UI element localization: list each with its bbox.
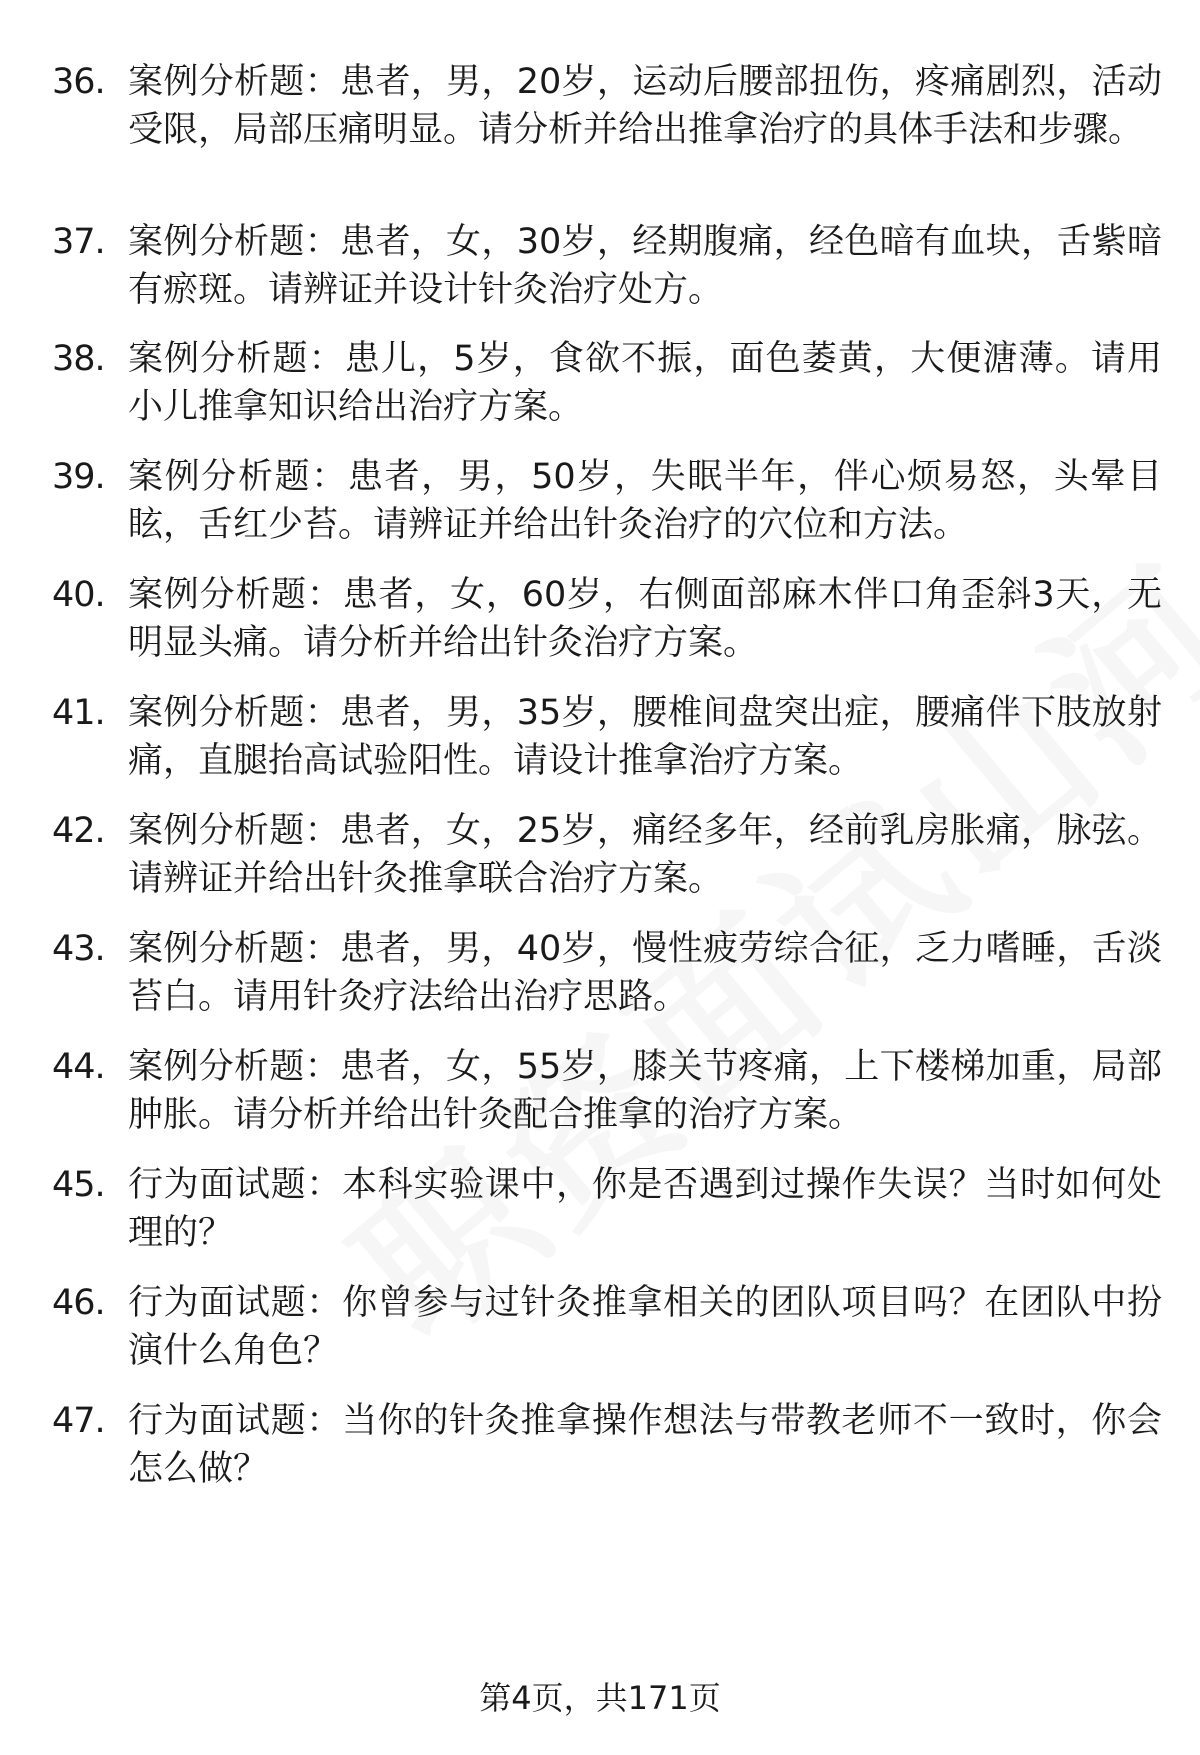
question-number: 37.	[52, 222, 105, 262]
question-number: 41.	[52, 693, 105, 733]
question-item	[52, 1161, 1162, 1257]
question-number: 39.	[52, 457, 105, 497]
question-text: 行为面试题：本科实验课中，你是否遇到过操作失误？当时如何处理的？	[128, 1165, 1162, 1253]
question-number: 38.	[52, 339, 105, 379]
question-text: 案例分析题：患者，男，50岁，失眠半年，伴心烦易怒，头晕目眩，舌红少苔。请辨证并给出针灸治疗的穴位和方法。	[128, 457, 1162, 545]
question-text: 案例分析题：患者，男，20岁，运动后腰部扭伤，疼痛剧烈，活动受限，局部压痛明显。请分析并给出推拿治疗的具体手法和步骤。	[128, 62, 1162, 150]
question-text: 案例分析题：患者，男，35岁，腰椎间盘突出症，腰痛伴下肢放射痛，直腿抬高试验阳性。请设计推拿治疗方案。	[128, 693, 1162, 781]
question-item	[52, 689, 1162, 785]
question-text: 行为面试题：你曾参与过针灸推拿相关的团队项目吗？在团队中扮演什么角色？	[128, 1283, 1162, 1371]
question-item	[52, 453, 1162, 549]
question-item	[52, 58, 1162, 154]
page-number-footer: 第4页，共171页	[479, 1679, 721, 1717]
question-number: 46.	[52, 1283, 105, 1323]
question-text: 案例分析题：患者，女，30岁，经期腹痛，经色暗有血块，舌紫暗有瘀斑。请辨证并设计针灸治疗处方。	[128, 222, 1162, 310]
question-item	[52, 807, 1162, 903]
question-number: 40.	[52, 575, 105, 615]
question-text: 案例分析题：患者，女，60岁，右侧面部麻木伴口角歪斜3天，无明显头痛。请分析并给出针灸治疗方案。	[128, 575, 1162, 663]
question-number: 43.	[52, 929, 105, 969]
question-item	[52, 925, 1162, 1021]
question-number: 36.	[52, 62, 105, 102]
question-number: 44.	[52, 1047, 105, 1087]
question-text: 案例分析题：患者，女，25岁，痛经多年，经前乳房胀痛，脉弦。请辨证并给出针灸推拿联合治疗方案。	[128, 811, 1162, 899]
question-item	[52, 335, 1162, 431]
question-text: 案例分析题：患儿，5岁，食欲不振，面色萎黄，大便溏薄。请用小儿推拿知识给出治疗方案。	[128, 339, 1162, 427]
question-item	[52, 218, 1162, 314]
question-number: 47.	[52, 1401, 105, 1441]
question-number: 45.	[52, 1165, 105, 1205]
question-item	[52, 1279, 1162, 1375]
question-text: 行为面试题：当你的针灸推拿操作想法与带教老师不一致时，你会怎么做？	[128, 1401, 1162, 1489]
question-number: 42.	[52, 811, 105, 851]
question-text: 案例分析题：患者，男，40岁，慢性疲劳综合征，乏力嗜睡，舌淡苔白。请用针灸疗法给出治疗思路。	[128, 929, 1162, 1017]
question-item	[52, 1397, 1162, 1493]
question-text: 案例分析题：患者，女，55岁，膝关节疼痛，上下楼梯加重，局部肿胀。请分析并给出针灸配合推拿的治疗方案。	[128, 1047, 1162, 1135]
question-item	[52, 1043, 1162, 1139]
question-item	[52, 571, 1162, 667]
